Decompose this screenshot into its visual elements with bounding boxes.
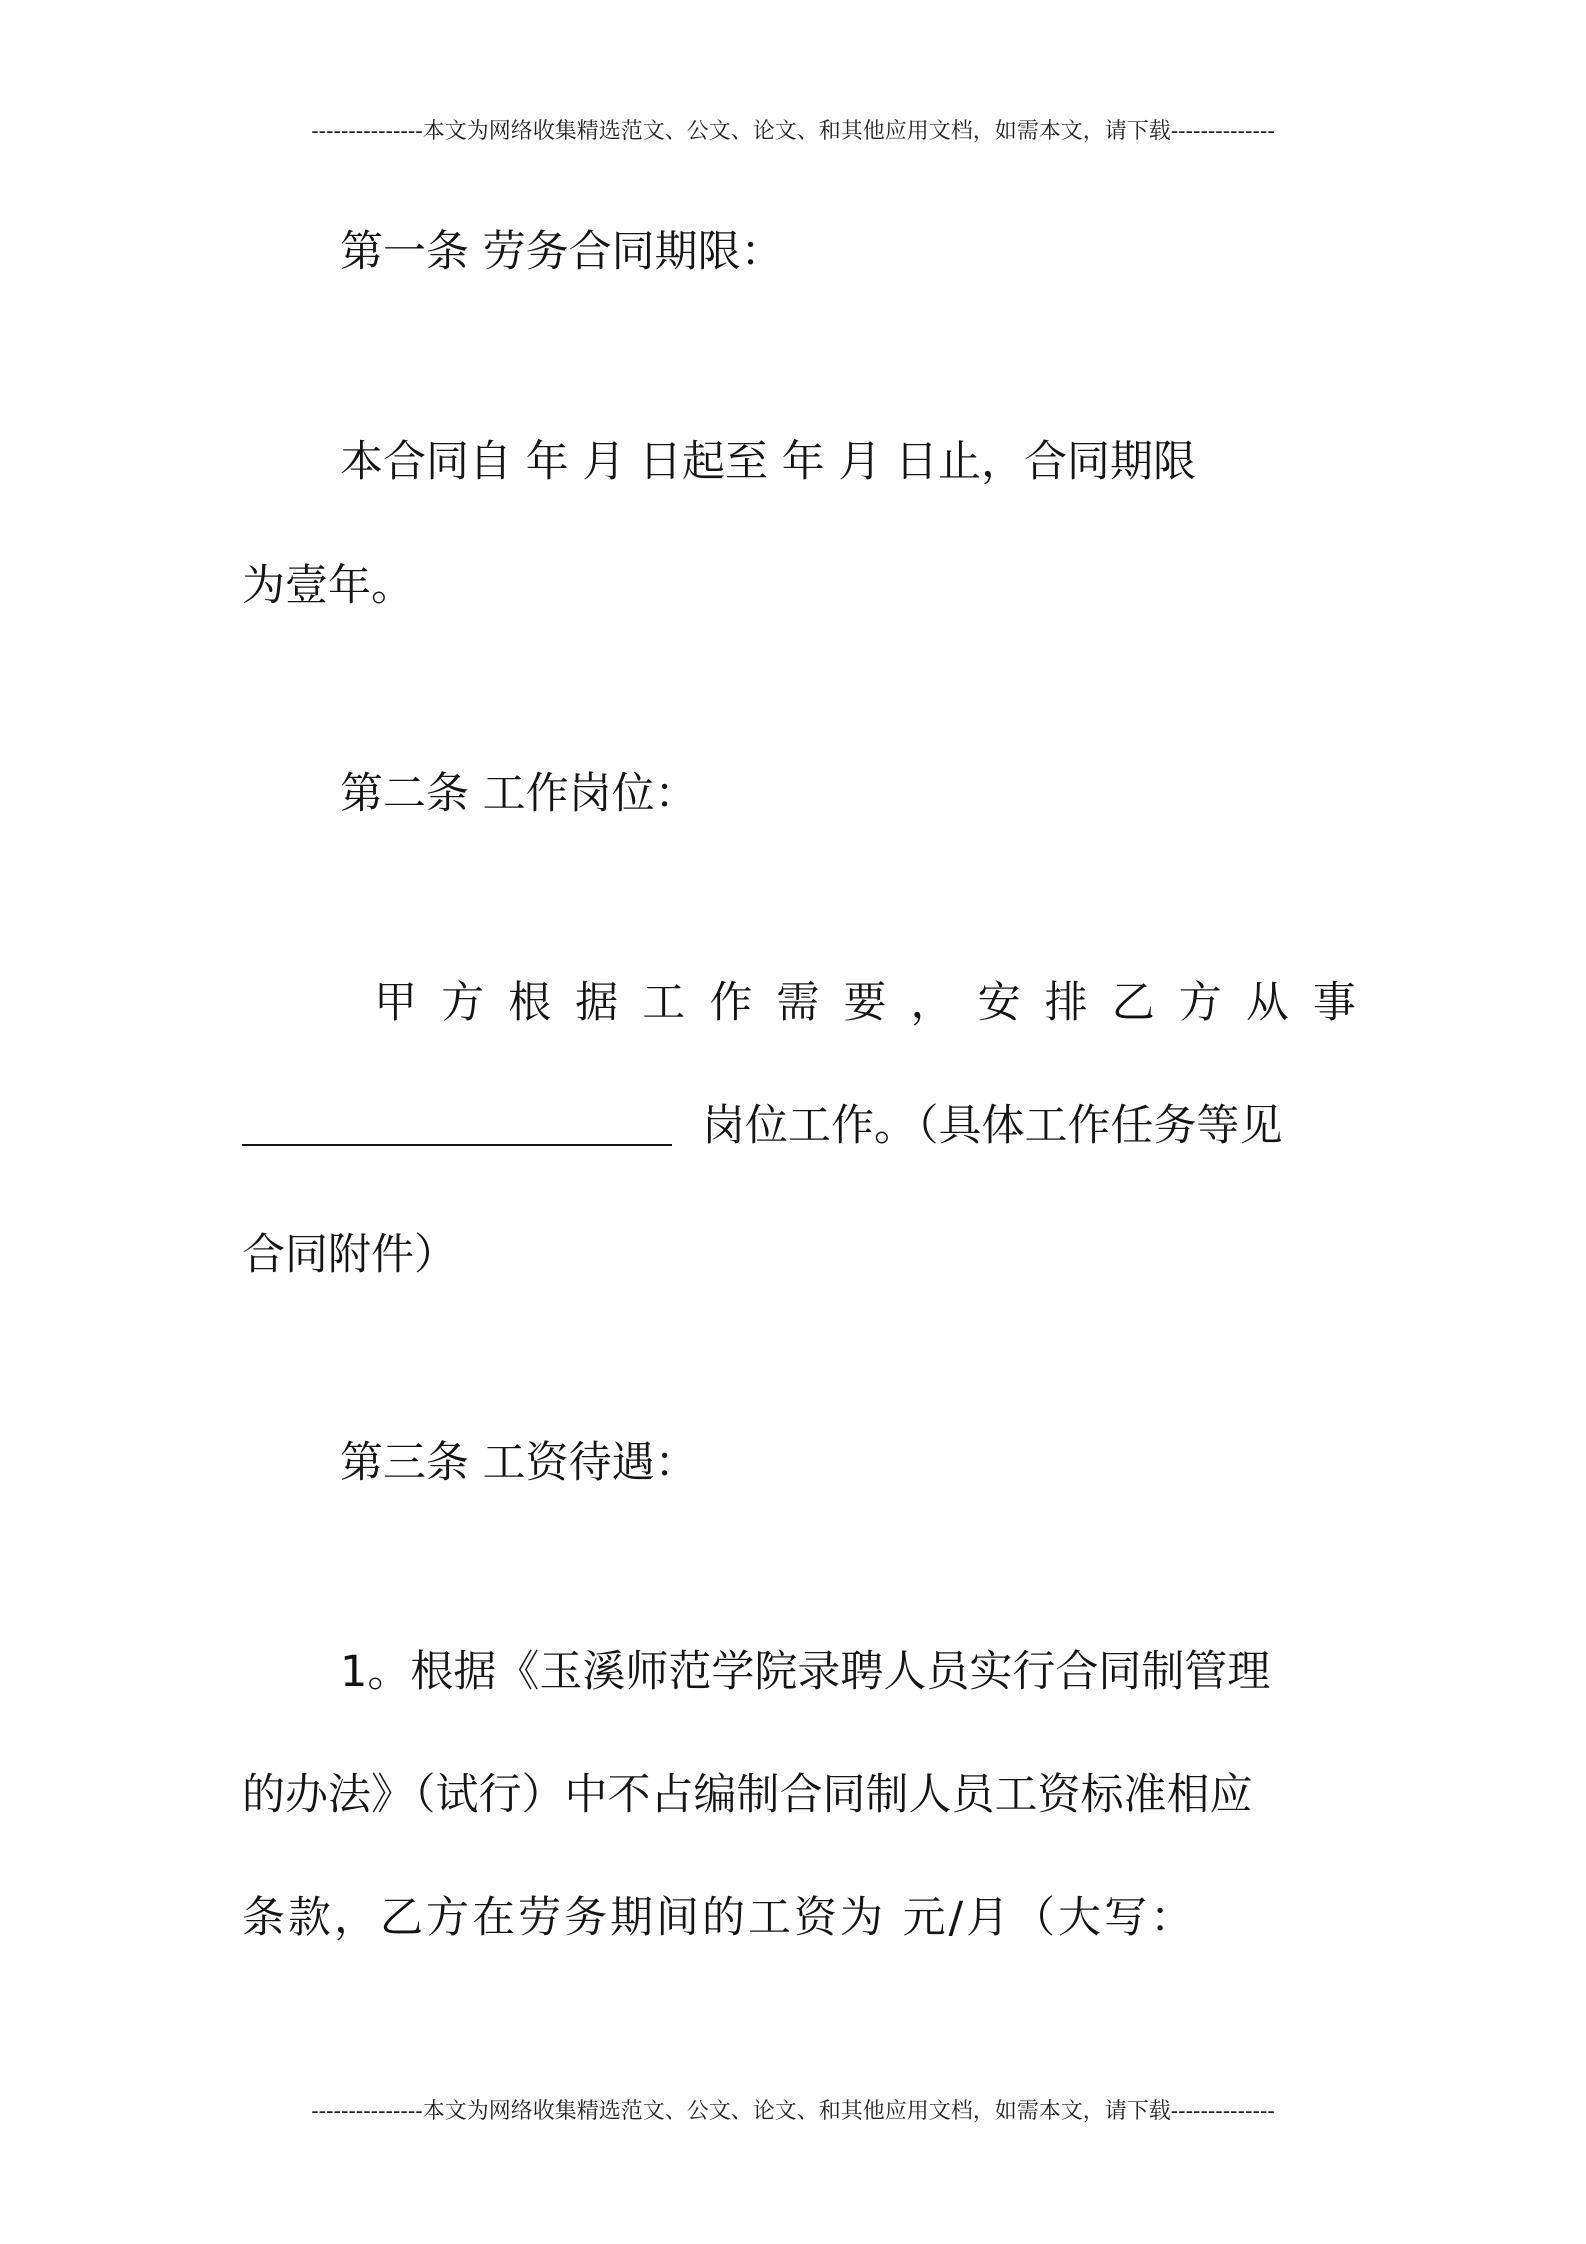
article-2-title: 第二条 工作岗位： <box>340 769 698 819</box>
position-blank-underline <box>242 1098 672 1146</box>
article-3-title: 第三条 工资待遇： <box>340 1438 698 1488</box>
page-footer-banner: ---------------本文为网络收集精选范文、公文、论文、和其他应用文档，如需本文，请下载-------------- <box>311 2099 1275 2124</box>
char: 据 <box>575 978 619 1028</box>
char: 根 <box>508 978 552 1028</box>
char: 作 <box>709 978 753 1028</box>
article-3-p1-line-3: 条款，乙方在劳务期间的工资为 元/月（大写： <box>242 1893 1197 1943</box>
char: 从 <box>1245 978 1289 1028</box>
article-1-body-line-2: 为壹年。 <box>242 561 414 611</box>
article-2-body-line-2-text: 岗位工作。（具体工作任务等见 <box>702 1101 1283 1151</box>
article-1-body-line-1: 本合同自 年 月 日起至 年 月 日止，合同期限 <box>340 437 1197 487</box>
article-1-title: 第一条 劳务合同期限： <box>340 227 784 277</box>
page-header-banner: ---------------本文为网络收集精选范文、公文、论文、和其他应用文档，如需本文，请下载-------------- <box>311 119 1275 144</box>
article-3-p1-line-2: 的办法》（试行）中不占编制合同制人员工资标准相应 <box>242 1770 1253 1820</box>
article-2-body-line-3: 合同附件） <box>242 1230 457 1280</box>
char: 乙 <box>1111 978 1155 1028</box>
char: 方 <box>441 978 485 1028</box>
char: 排 <box>1044 978 1088 1028</box>
char: ， <box>910 978 954 1028</box>
article-2-body-line-1 <box>374 973 1356 1033</box>
char: 工 <box>642 978 686 1028</box>
article-3-p1-line-1: 1。根据《玉溪师范学院录聘人员实行合同制管理 <box>340 1647 1271 1697</box>
article-2-body-line-2 <box>242 1096 1356 1156</box>
char: 要 <box>843 978 887 1028</box>
char: 需 <box>776 978 820 1028</box>
char: 事 <box>1312 978 1356 1028</box>
char: 方 <box>1178 978 1222 1028</box>
char: 安 <box>977 978 1021 1028</box>
char: 甲 <box>374 978 417 1028</box>
